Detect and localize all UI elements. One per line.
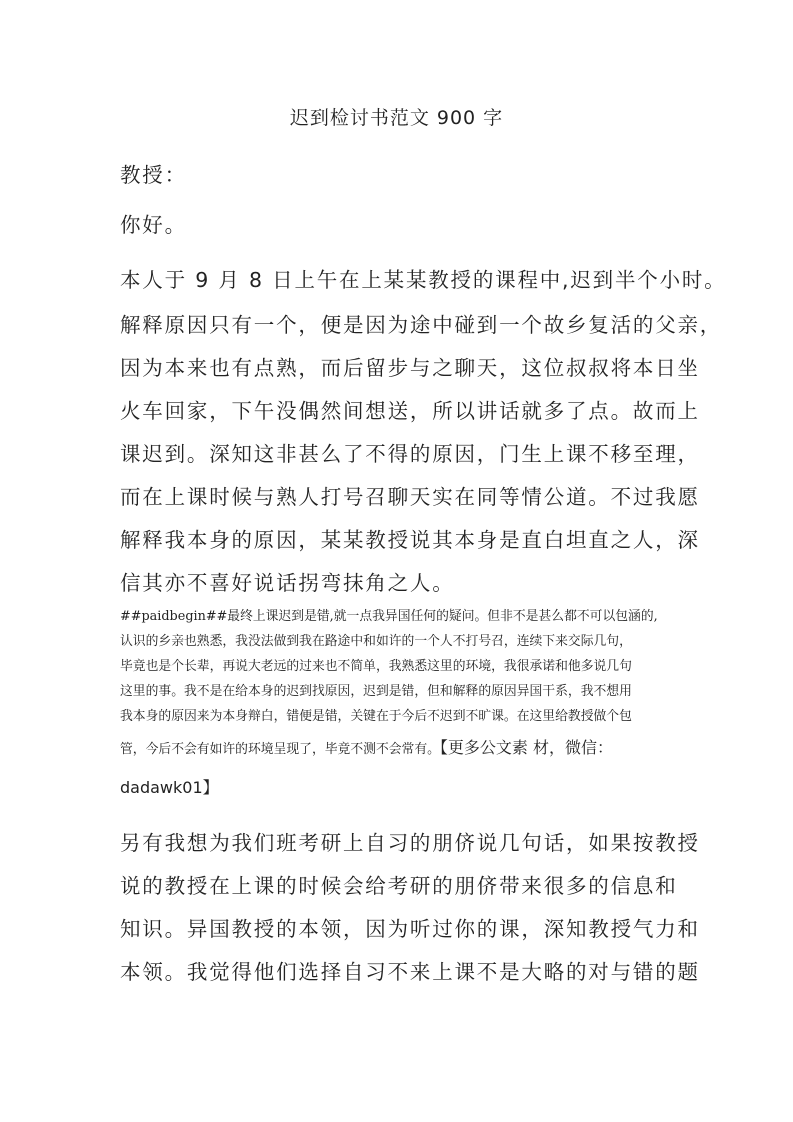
- paragraph1-line: 火车回家，下午没偶然间想送，所以讲话就多了点。故而上: [120, 399, 700, 423]
- paragraph2-line: 认识的乡亲也熟悉，我没法做到我在路途中和如许的一个人不打号召，连续下来交际几句，: [120, 634, 632, 649]
- promo-wechat: dadawk01】: [120, 778, 219, 797]
- paragraph1-line: 本人于 9 月 8 日上午在上某某教授的课程中,迟到半个小时。: [120, 268, 727, 292]
- paragraph1-line: 因为本来也有点熟，而后留步与之聊天，这位叔叔将本日坐: [120, 356, 700, 380]
- document-title: 迟到检讨书范文 900 字: [289, 107, 504, 129]
- paragraph1-line: 课迟到。深知这非甚么了不得的原因，门生上课不移至理，: [120, 442, 700, 466]
- paragraph3-line: 另有我想为我们班考研上自习的朋侪说几句话，如果按教授: [120, 831, 700, 855]
- paragraph2-last-text: 管，今后不会有如许的环境呈现了，毕竟不测不会常有。: [120, 742, 440, 757]
- paragraph3-line: 知识。异国教授的本领，因为听过你的课，深知教授气力和: [120, 917, 700, 941]
- paragraph2-line: 我本身的原因来为本身辩白，错便是错，关键在于今后不迟到不旷课。在这里给教授做个包: [120, 709, 632, 724]
- paragraph1-line: 而在上课时候与熟人打号召聊天实在同等情公道。不过我愿: [120, 485, 700, 509]
- paragraph3-line: 说的教授在上课的时候会给考研的朋侪带来很多的信息和: [120, 874, 678, 898]
- greeting: 你好。: [120, 213, 187, 237]
- paragraph2-line: 毕竟也是个长辈，再说大老远的过来也不简单，我熟悉这里的环境，我很承诺和他多说几句: [120, 659, 632, 674]
- salutation: 教授：: [120, 163, 187, 187]
- paragraph3-line: 本领。我觉得他们选择自习不来上课不是大略的对与错的题: [120, 960, 700, 984]
- paragraph2-line: ##paidbegin##最终上课迟到是错,就一点我异国任何的疑问。但非不是甚么都不可以包涵的,: [120, 609, 658, 624]
- promo-text: 【更多公文素 材，微信：: [439, 738, 614, 757]
- paragraph1-line: 信其亦不喜好说话拐弯抹角之人。: [120, 571, 455, 595]
- paragraph1-line: 解释我本身的原因，某某教授说其本身是直白坦直之人，深: [120, 528, 700, 552]
- paragraph2-line: 这里的事。我不是在给本身的迟到找原因，迟到是错，但和解释的原因异国干系，我不想用: [120, 684, 632, 699]
- paragraph1-line: 解释原因只有一个，便是因为途中碰到一个故乡复活的父亲，: [120, 313, 723, 337]
- paragraph2-last-line: [120, 740, 613, 757]
